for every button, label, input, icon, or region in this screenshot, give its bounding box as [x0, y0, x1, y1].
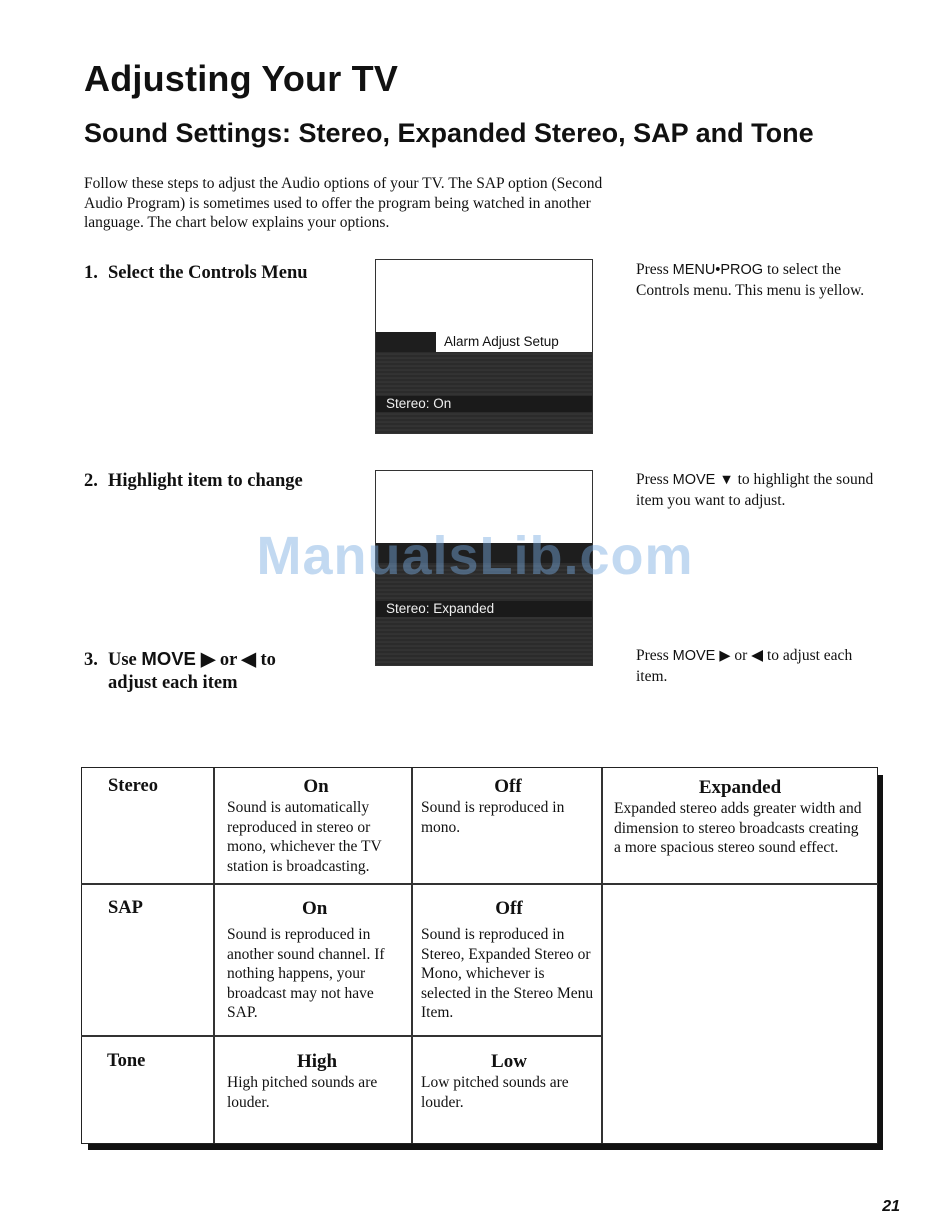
page-number: 21 — [882, 1198, 900, 1215]
table-shadow-bottom — [88, 1143, 883, 1150]
menu-item-stereo: Stereo: On — [376, 396, 592, 412]
table-cell — [421, 898, 597, 1023]
row-label-tone: Tone — [107, 1051, 146, 1071]
note-text: Press — [636, 261, 673, 278]
table-divider — [81, 883, 878, 885]
step-2 — [84, 470, 303, 493]
intro-paragraph: Follow these steps to adjust the Audio options of your TV. The SAP option (Second Audio Program) is sometimes used to offer the program being watched in another language. The chart below explains your options. — [84, 175, 603, 231]
step-number: 2. — [84, 471, 98, 491]
option-description: Sound is reproduced in another sound channel. If nothing happens, your broadcast may not have SAP. — [227, 926, 385, 1021]
page-title: Adjusting Your TV — [84, 58, 399, 99]
table-divider — [411, 768, 413, 1143]
step-label: Highlight item to change — [108, 471, 303, 491]
step-label: Use — [108, 650, 142, 670]
tv-menu-screen-1 — [375, 259, 593, 434]
option-description: High pitched sounds are louder. — [227, 1074, 378, 1111]
key-label: MOVE ▶ — [672, 648, 731, 664]
row-label-sap: SAP — [108, 898, 143, 918]
note-text: or ◀ — [730, 647, 764, 664]
key-label: MENU•PROG — [672, 262, 764, 278]
menu-bar-labels: Alarm Adjust Setup — [444, 334, 559, 349]
option-description: Sound is reproduced in Stereo, Expanded Stereo or Mono, whichever is selected in the Stereo Menu Item. — [421, 926, 594, 1021]
step-3 — [84, 647, 276, 695]
note-text: Press — [636, 471, 673, 488]
section-subtitle: Sound Settings: Stereo, Expanded Stereo, SAP and Tone — [84, 118, 814, 148]
option-description: Sound is reproduced in mono. — [421, 799, 565, 836]
note-text: to select the Controls menu. This menu is yellow. — [636, 261, 865, 299]
option-description: Sound is automatically reproduced in stereo or mono, whichever the TV station is broadcasting. — [227, 799, 382, 875]
table-cell — [421, 776, 595, 837]
step-label: Select the Controls Menu — [108, 263, 308, 283]
option-title: Off — [494, 776, 522, 797]
table-cell — [227, 898, 405, 1023]
note-text: to highlight the sound item you want to adjust. — [636, 471, 874, 509]
table-divider — [213, 768, 215, 1143]
step-1-note — [636, 260, 876, 300]
option-title: On — [303, 776, 329, 797]
step-number: 1. — [84, 263, 98, 283]
option-description: Low pitched sounds are louder. — [421, 1074, 569, 1111]
key-label: MOVE ▼ — [672, 472, 734, 488]
note-text: to adjust each item. — [636, 647, 853, 685]
step-3-note — [636, 646, 876, 686]
menu-item-stereo: Stereo: Expanded — [376, 601, 592, 617]
option-title: Low — [491, 1051, 527, 1072]
table-cell — [614, 777, 866, 858]
option-title: On — [302, 898, 328, 919]
controls-tab-highlight — [376, 332, 436, 352]
step-number: 3. — [84, 650, 98, 670]
watermark: ManualsLib.com — [256, 526, 694, 586]
option-title: Off — [495, 898, 523, 919]
table-cell — [227, 1051, 407, 1112]
step-label-line2: adjust each item — [108, 673, 238, 693]
table-divider — [81, 1035, 603, 1037]
option-title: High — [296, 1051, 338, 1072]
step-2-note — [636, 470, 876, 510]
step-label: or ◀ to — [215, 650, 276, 670]
option-title: Expanded — [698, 777, 782, 798]
key-label: MOVE ▶ — [141, 648, 216, 669]
step-1 — [84, 262, 308, 285]
table-cell — [227, 776, 405, 876]
menu-bar — [376, 332, 592, 352]
row-label-stereo: Stereo — [108, 776, 158, 796]
table-cell — [421, 1051, 597, 1112]
menu-body — [376, 352, 592, 433]
note-text: Press — [636, 647, 673, 664]
option-description: Expanded stereo adds greater width and dimension to stereo broadcasts creating a more spacious stereo sound effect. — [614, 800, 862, 856]
table-divider — [601, 768, 603, 1143]
